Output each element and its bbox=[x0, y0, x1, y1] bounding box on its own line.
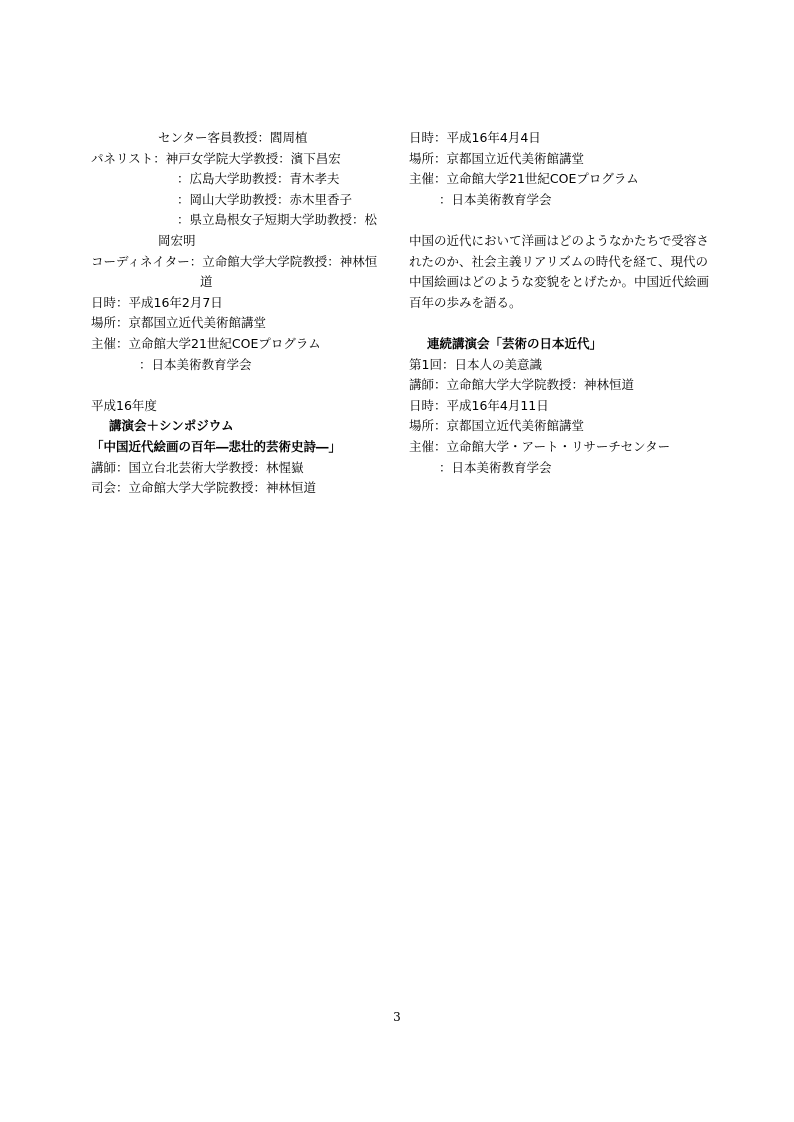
text-line: ：岡山大学助教授：赤木里香子 bbox=[177, 191, 353, 207]
event-heading: 連続講演会「芸術の日本近代」 bbox=[427, 335, 603, 351]
text-line: 講師：立命館大学大学院教授：神林恒道 bbox=[409, 377, 635, 393]
text-line: 講師：国立台北芸術大学教授：林惺嶽 bbox=[91, 459, 304, 475]
text-line: コーディネイター：立命館大学大学院教授：神林恒 bbox=[91, 253, 378, 269]
text-line: ：日本美術教育学会 bbox=[439, 459, 552, 475]
text-line: 第1回：日本人の美意識 bbox=[409, 356, 542, 372]
spacer bbox=[409, 313, 709, 334]
text-line: 岡宏明 bbox=[158, 232, 196, 248]
text-line: 道 bbox=[200, 274, 213, 290]
text-line: 司会：立命館大学大学院教授：神林恒道 bbox=[91, 480, 317, 496]
text-line: ：広島大学助教授：青木孝夫 bbox=[177, 171, 340, 187]
event-heading: 講演会＋シンポジウム bbox=[109, 418, 234, 434]
text-line: 日時：平成16年2月7日 bbox=[91, 294, 223, 310]
text-line: 主催：立命館大学21世紀COEプログラム bbox=[409, 171, 639, 187]
text-line: 主催：立命館大学21世紀COEプログラム bbox=[91, 335, 321, 351]
left-column bbox=[91, 128, 381, 499]
text-line: ：県立島根女子短期大学助教授：松 bbox=[177, 212, 378, 228]
page-number: 3 bbox=[393, 1010, 401, 1024]
section-label: 平成16年度 bbox=[91, 397, 157, 413]
text-line: 日時：平成16年4月4日 bbox=[409, 130, 541, 145]
text-line: ：日本美術教育学会 bbox=[439, 191, 552, 207]
text-line: パネリスト：神戸女学院大学教授：濱下昌宏 bbox=[91, 150, 341, 166]
text-line: 主催：立命館大学・アート・リサーチセンター bbox=[409, 438, 671, 454]
event-title: 「中国近代絵画の百年―悲壮的芸術史詩―」 bbox=[91, 438, 342, 454]
text-line: 日時：平成16年4月11日 bbox=[409, 397, 549, 413]
text-line: ：日本美術教育学会 bbox=[139, 356, 252, 372]
text-line: 場所：京都国立近代美術館講堂 bbox=[409, 150, 585, 166]
text-line: センター客員教授：閻周植 bbox=[158, 130, 308, 145]
right-column bbox=[409, 128, 709, 478]
description-paragraph: 中国の近代において洋画はどのようなかたちで受容されたのか、社会主義リアリズムの時代を経て、現代の中国絵画はどのような変貌をとげたか。中国近代絵画百年の歩みを語る。 bbox=[409, 232, 710, 310]
text-line: 場所：京都国立近代美術館講堂 bbox=[91, 315, 267, 331]
spacer bbox=[91, 375, 381, 396]
text-line: 場所：京都国立近代美術館講堂 bbox=[409, 418, 585, 434]
spacer bbox=[409, 210, 709, 231]
